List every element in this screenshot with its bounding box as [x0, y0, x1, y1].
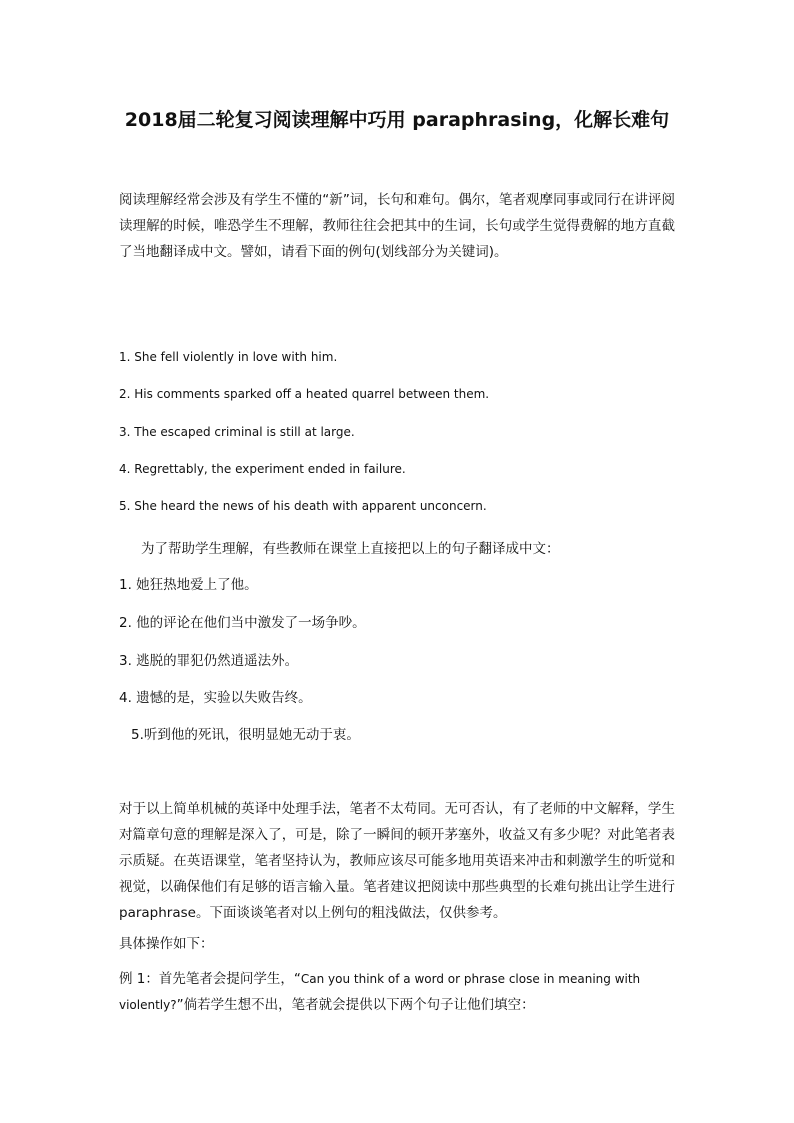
- english-example-3: 3. The escaped criminal is still at large.: [119, 425, 355, 439]
- operations-label: 具体操作如下：: [119, 936, 214, 952]
- example-1-prefix: 例 1：首先笔者会提问学生，“: [119, 971, 301, 987]
- example-1-paragraph: [119, 966, 675, 1018]
- chinese-translation-4: 4. 遗憾的是，实验以失败告终。: [119, 690, 312, 706]
- example-1-question: Can you think of a word or phrase close in meaning with violently?: [119, 972, 641, 1012]
- translation-intro: 为了帮助学生理解，有些教师在课堂上直接把以上的句子翻译成中文：: [141, 541, 560, 557]
- english-example-1: 1. She fell violently in love with him.: [119, 350, 338, 364]
- chinese-translation-5: 5.听到他的死讯，很明显她无动于衷。: [131, 727, 360, 743]
- chinese-translation-3: 3. 逃脱的罪犯仍然逍遥法外。: [119, 653, 299, 669]
- chinese-translation-2: 2. 他的评论在他们当中激发了一场争吵。: [119, 615, 366, 631]
- english-example-4: 4. Regrettably, the experiment ended in failure.: [119, 462, 406, 476]
- document-title: 2018届二轮复习阅读理解中巧用 paraphrasing，化解长难句: [124, 109, 670, 131]
- chinese-translation-1: 1. 她狂热地爱上了他。: [119, 577, 258, 593]
- english-example-5: 5. She heard the news of his death with apparent unconcern.: [119, 499, 487, 513]
- intro-paragraph: 阅读理解经常会涉及有学生不懂的“新”词，长句和难句。偶尔，笔者观摩同事或同行在讲评阅读理解的时候，唯恐学生不理解，教师往往会把其中的生词，长句或学生觉得费解的地方直截了当地翻译成中文。譬如，请看下面的例句(划线部分为关键词)。: [119, 192, 675, 260]
- opinion-paragraph: 对于以上简单机械的英译中处理手法，笔者不太苟同。无可否认，有了老师的中文解释，学生对篇章句意的理解是深入了，可是，除了一瞬间的顿开茅塞外，收益又有多少呢？对此笔者表示质疑。在英语课堂，笔者坚持认为，教师应该尽可能多地用英语来冲击和刺激学生的听觉和视觉，以确保他们有足够的语言输入量。笔者建议把阅读中那些典型的长难句挑出让学生进行 paraphrase。下面谈谈笔者对以上例句的粗浅做法，仅供参考。: [119, 801, 675, 921]
- english-example-2: 2. His comments sparked off a heated quarrel between them.: [119, 387, 490, 401]
- example-1-suffix: ”倘若学生想不出，笔者就会提供以下两个句子让他们填空：: [176, 997, 535, 1013]
